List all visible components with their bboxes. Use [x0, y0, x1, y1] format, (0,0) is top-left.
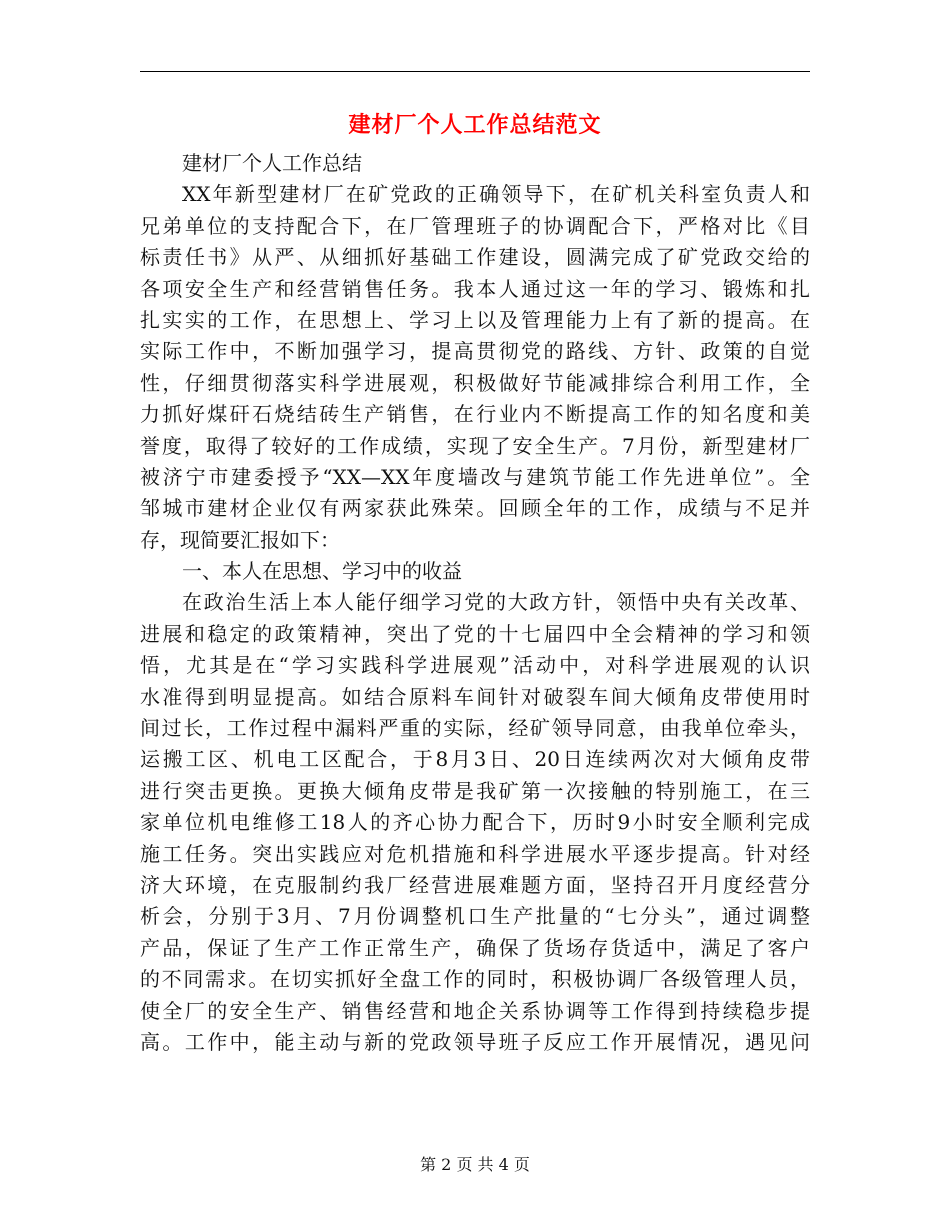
body-line: 进展和稳定的政策精神，突出了党的十七届四中全会精神的学习和领: [140, 621, 810, 646]
body-line: 高。工作中，能主动与新的党政领导班子反应工作开展情况，遇见问: [140, 1029, 810, 1054]
body-line: 存，现简要汇报如下：: [140, 527, 340, 552]
body-line: 标责任书》从严、从细抓好基础工作建设，圆满完成了矿党政交给的: [140, 245, 810, 270]
body-line: 实际工作中，不断加强学习，提高贯彻党的路线、方针、政策的自觉: [140, 339, 810, 364]
body-line: 建材厂个人工作总结: [182, 151, 362, 175]
page-number-footer: 第 2 页 共 4 页: [420, 1155, 530, 1174]
body-line: 一、本人在思想、学习中的收益: [182, 559, 462, 584]
body-line: 济大环境，在克服制约我厂经营进展难题方面，坚持召开月度经营分: [140, 872, 810, 897]
body-line: 析会，分别于3月、7月份调整机口生产批量的“七分头”，通过调整: [140, 904, 810, 929]
body-line: 誉度，取得了较好的工作成绩，实现了安全生产。7月份，新型建材厂: [140, 433, 810, 458]
body-line: XX年新型建材厂在矿党政的正确领导下，在矿机关科室负责人和: [182, 182, 810, 207]
body-line: 使全厂的安全生产、销售经营和地企关系协调等工作得到持续稳步提: [140, 998, 810, 1023]
body-line: 施工任务。突出实践应对危机措施和科学进展水平逐步提高。针对经: [140, 841, 810, 866]
body-line: 邹城市建材企业仅有两家获此殊荣。回顾全年的工作，成绩与不足并: [140, 496, 810, 521]
document-body: [140, 148, 810, 1058]
body-line: 家单位机电维修工18人的齐心协力配合下，历时9小时安全顺利完成: [140, 810, 810, 835]
body-line: 兄弟单位的支持配合下，在厂管理班子的协调配合下，严格对比《目: [140, 213, 810, 238]
body-line: 运搬工区、机电工区配合，于8月3日、20日连续两次对大倾角皮带: [140, 747, 810, 772]
body-line: 产品，保证了生产工作正常生产，确保了货场存货适中，满足了客户: [140, 935, 810, 960]
body-line: 间过长，工作过程中漏料严重的实际，经矿领导同意，由我单位牵头，: [140, 716, 810, 741]
document-title: 建材厂个人工作总结范文: [348, 113, 602, 138]
body-line: 水准得到明显提高。如结合原料车间针对破裂车间大倾角皮带使用时: [140, 684, 810, 709]
body-line: 悟，尤其是在“学习实践科学进展观”活动中，对科学进展观的认识: [140, 653, 810, 678]
header-rule: [140, 71, 810, 72]
body-line: 扎实实的工作，在思想上、学习上以及管理能力上有了新的提高。在: [140, 307, 810, 332]
body-line: 性，仔细贯彻落实科学进展观，积极做好节能减排综合利用工作，全: [140, 370, 810, 395]
body-line: 力抓好煤矸石烧结砖生产销售，在行业内不断提高工作的知名度和美: [140, 402, 810, 427]
body-line: 在政治生活上本人能仔细学习党的大政方针，领悟中央有关改革、: [182, 590, 810, 615]
body-line: 的不同需求。在切实抓好全盘工作的同时，积极协调厂各级管理人员，: [140, 967, 810, 992]
body-line: 被济宁市建委授予“XX—XX年度墙改与建筑节能工作先进单位”。全: [140, 464, 810, 489]
body-line: 各项安全生产和经营销售任务。我本人通过这一年的学习、锻炼和扎: [140, 276, 810, 301]
body-line: 进行突击更换。更换大倾角皮带是我矿第一次接触的特别施工，在三: [140, 778, 810, 803]
